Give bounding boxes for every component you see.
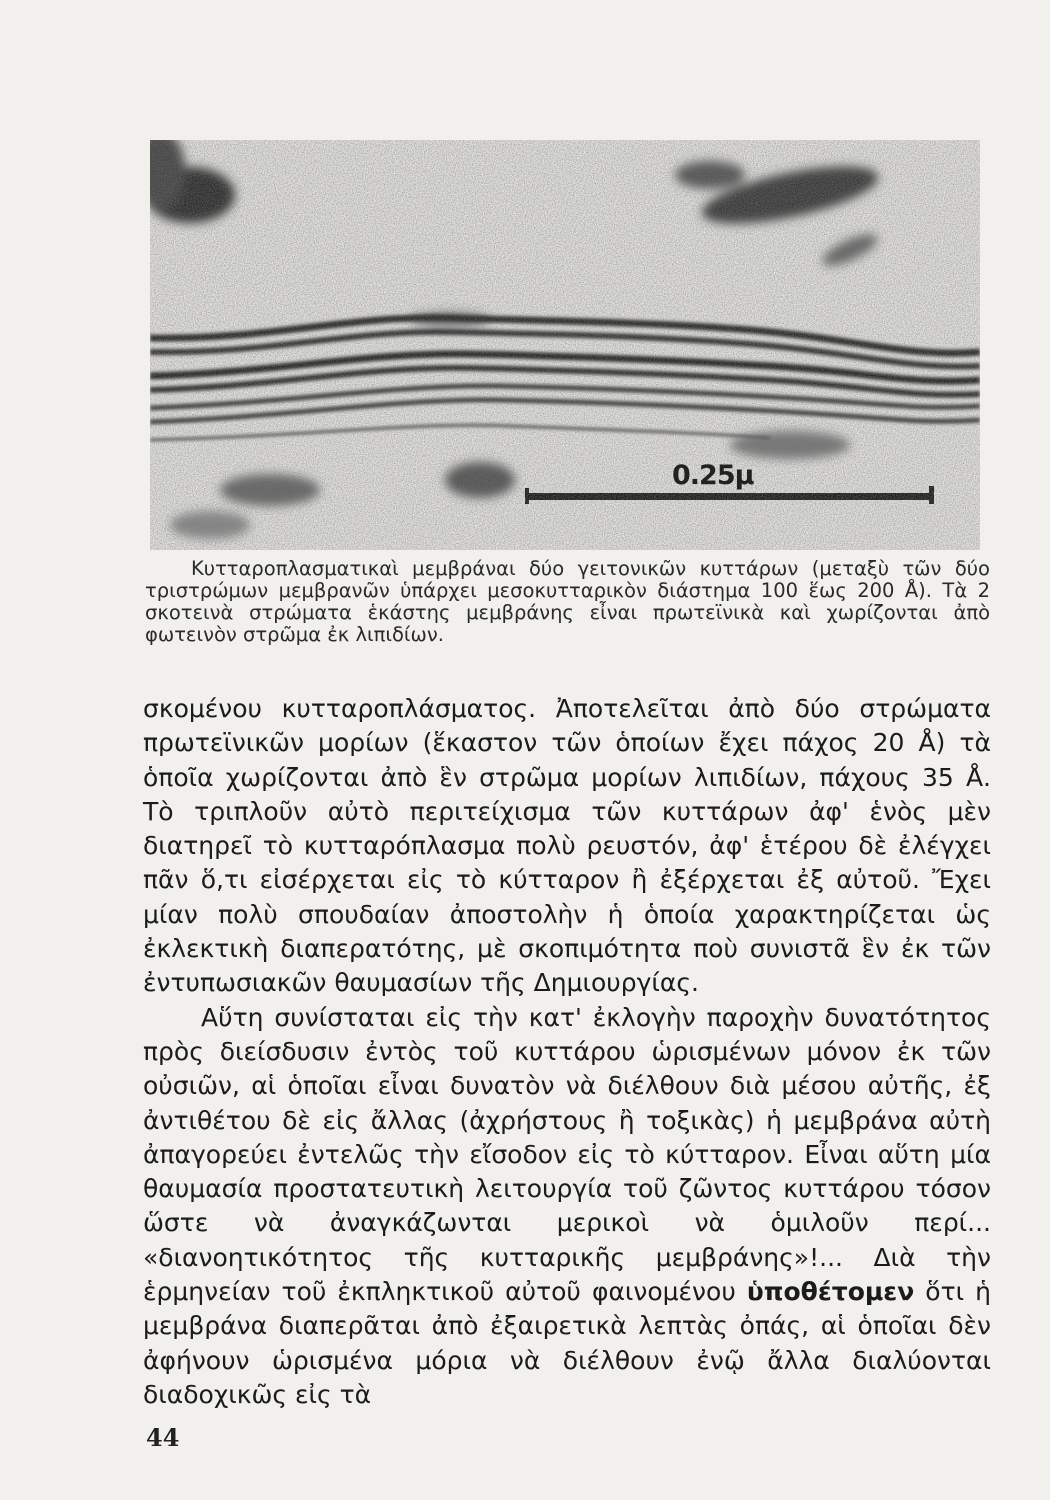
paragraph-2-part-2: ὅτι ἡ μεμβράνα διαπερᾶται ἀπὸ ἐξαιρετικὰ λεπτὰς ὀπάς, αἱ ὁποῖαι δὲν ἀφήνουν ὡρισμένα μόρια νὰ διέλθουν ἐνῷ ἄλλα διαλύονται διαδοχικῶς εἰς τὰ — [143, 1277, 991, 1409]
paragraph-2-part-1: Αὕτη συνίσταται εἰς τὴν κατ' ἐκλογὴν παροχὴν δυνατότητος πρὸς διείσδυσιν ἐντὸς τοῦ κυττάρου ὡρισμένων μόνον ἐκ τῶν οὐσιῶν, αἱ ὁποῖαι εἶναι δυνατὸν νὰ διέλθουν διὰ μέσου αὐτῆς, ἐξ ἀντιθέτου δὲ εἰς ἄλλας (ἀχρήστους ἢ τοξικὰς) ἡ μεμβράνα αὐτὴ ἀπαγορεύει ἐντελῶς τὴν εἴσοδον εἰς τὸ κύτταρον. Εἶναι αὕτη μία θαυμασία προστατευτικὴ λειτουργία τοῦ ζῶντος κυττάρου τόσον ὥστε νὰ ἀναγκάζωνται μερικοὶ νὰ ὁμιλοῦν περί... «διανοητικότητος τῆς κυτταρικῆς μεμβράνης»!... Διὰ τὴν ἑρμηνείαν τοῦ ἐκπληκτικοῦ αὐτοῦ φαινομένου — [143, 1002, 991, 1307]
scale-bar-label: 0.25µ — [672, 460, 754, 491]
paragraph-2-emphasis: ὑποθέτομεν — [746, 1277, 915, 1307]
figure-caption — [145, 558, 990, 646]
caption-text: Κυτταροπλασματικαὶ μεμβράναι δύο γειτονικῶν κυττάρων (μεταξὺ τῶν δύο τριστρώμων μεμβρανῶν ὑπάρχει μεσοκυτταρικὸν διάστημα 100 ἕως 200 Å). Τὰ 2 σκοτεινὰ στρώματα ἑκάστης μεμβράνης εἶναι πρωτεϊνικὰ καὶ χωρίζονται ἀπὸ φωτεινὸν στρῶμα ἐκ λιπιδίων. — [145, 557, 990, 646]
micrograph-image — [150, 140, 980, 550]
paragraph-1: σκομένου κυτταροπλάσματος. Ἀποτελεῖται ἀπὸ δύο στρώματα πρωτεϊνικῶν μορίων (ἕκαστον τῶν ὁποίων ἔχει πάχος 20 Å) τὰ ὁποῖα χωρίζονται ἀπὸ ἓν στρῶμα μορίων λιπιδίων, πάχους 35 Å. Τὸ τριπλοῦν αὐτὸ περιτείχισμα τῶν κυττάρων ἀφ' ἑνὸς μὲν διατηρεῖ τὸ κυτταρόπλασμα πολὺ ρευστόν, ἀφ' ἑτέρου δὲ ἐλέγχει πᾶν ὅ,τι εἰσέρχεται εἰς τὸ κύτταρον ἢ ἐξέρχεται ἐξ αὐτοῦ. Ἔχει μίαν πολὺ σπουδαίαν ἀποστολὴν ἡ ὁποία χαρακτηρίζεται ὡς ἐκλεκτικὴ διαπερατότης, μὲ σκοπιμότητα ποὺ συνιστᾶ ἓν ἐκ τῶν ἐντυπωσιακῶν θαυμασίων τῆς Δημιουργίας. — [143, 694, 991, 998]
page-number: 44 — [146, 1423, 180, 1452]
paragraph-2 — [143, 1001, 991, 1413]
micrograph-figure — [150, 140, 980, 550]
main-text — [143, 692, 991, 1412]
